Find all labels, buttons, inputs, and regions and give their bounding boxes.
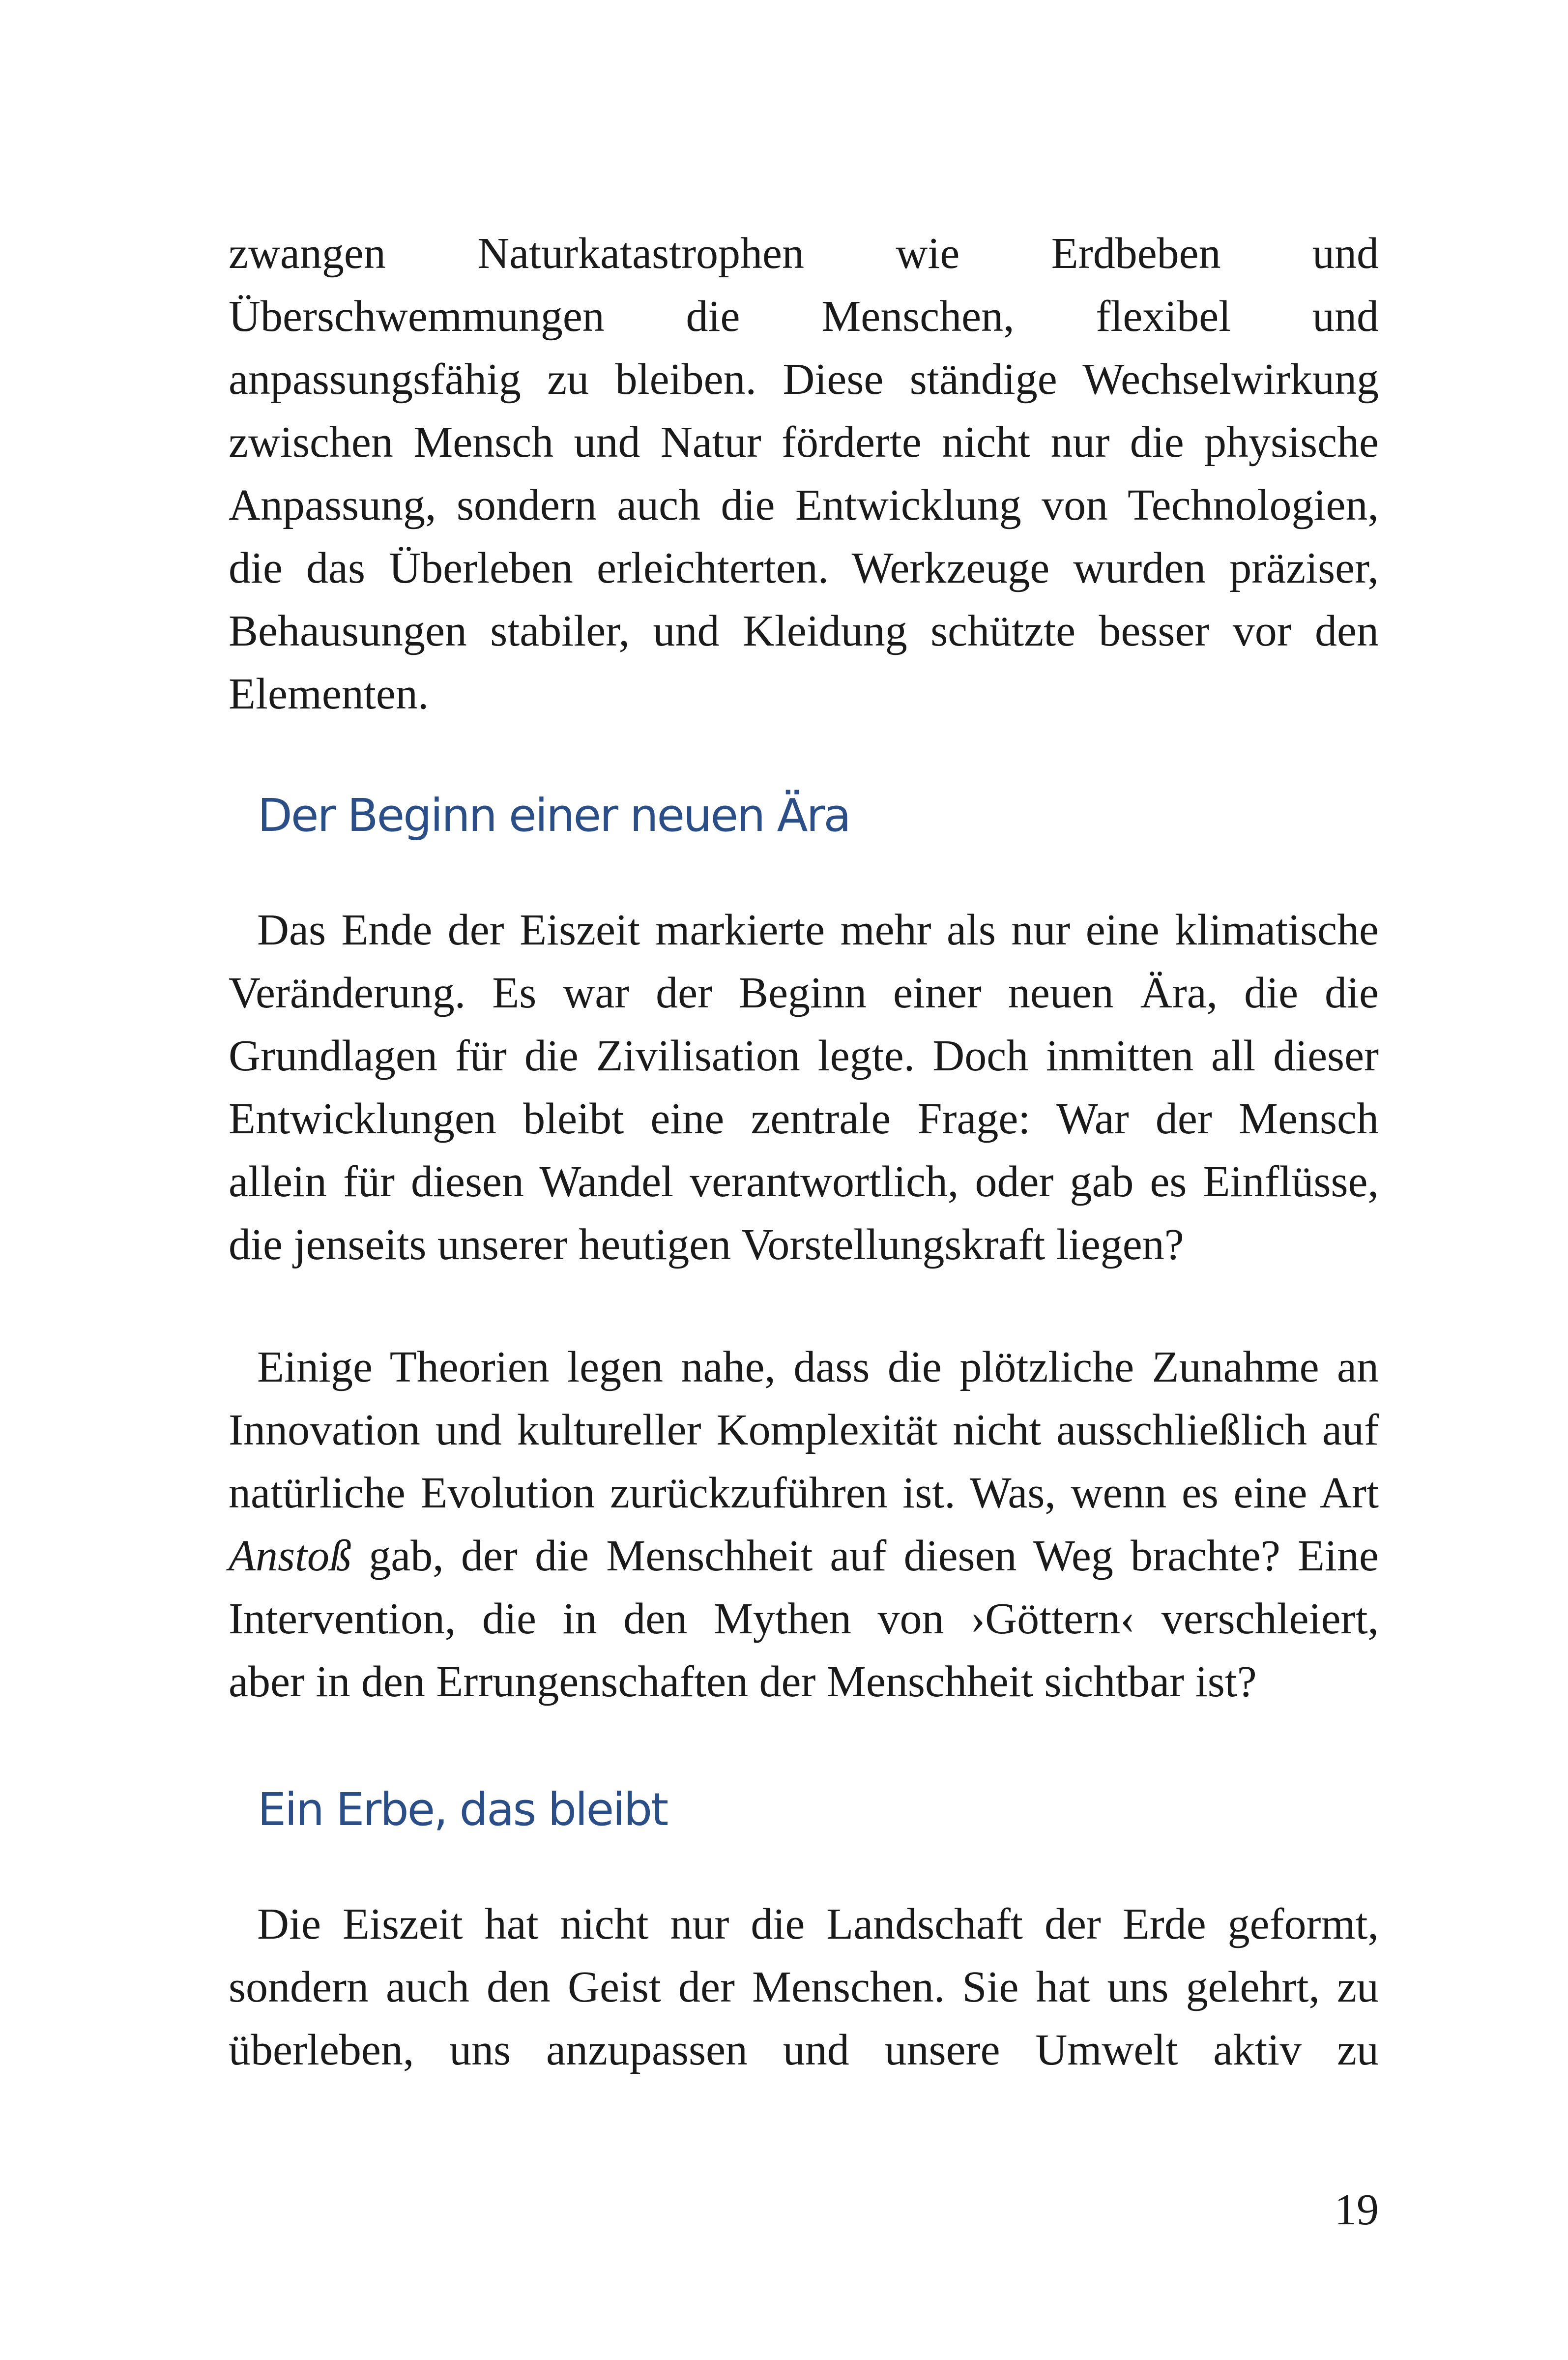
paragraph-1-line: Anpassung, sondern auch die Entwicklung von Technologien,: [229, 481, 1379, 530]
paragraph-2-line: Grundlagen für die Zivilisation legte. Doch inmitten all dieser: [229, 1032, 1379, 1080]
paragraph-1: [229, 222, 1379, 726]
paragraph-3-line: Intervention, die in den Mythen von ›Göttern‹ verschleiert,: [229, 1594, 1379, 1643]
paragraph-2-line: Entwicklungen bleibt eine zentrale Frage: War der Mensch: [229, 1094, 1379, 1143]
paragraph-1-line: die das Überleben erleichterten. Werkzeuge wurden präziser,: [229, 544, 1379, 592]
paragraph-1-line: zwischen Mensch und Natur förderte nicht nur die physische: [229, 418, 1379, 467]
section-heading: Ein Erbe, das bleibt: [258, 1783, 668, 1836]
paragraph-2-line: Das Ende der Eiszeit markierte mehr als nur eine klimatische: [257, 906, 1379, 954]
paragraph-1-line: Behausungen stabiler, und Kleidung schützte besser vor den: [229, 607, 1379, 655]
paragraph-2-line: Veränderung. Es war der Beginn einer neuen Ära, die die: [229, 969, 1379, 1017]
paragraph-4-line: sondern auch den Geist der Menschen. Sie hat uns gelehrt, zu: [229, 1963, 1379, 2011]
paragraph-2: [229, 899, 1379, 1276]
paragraph-4-line: Die Eiszeit hat nicht nur die Landschaft der Erde geformt,: [257, 1900, 1379, 1948]
section-heading: Der Beginn einer neuen Ära: [258, 789, 850, 842]
paragraph-3: [229, 1336, 1379, 1713]
paragraph-4-line: überleben, uns anzupassen und unsere Umwelt aktiv zu: [229, 2026, 1379, 2074]
paragraph-1-line: zwangen Naturkatastrophen wie Erdbeben und: [229, 229, 1379, 278]
paragraph-3-line: Einige Theorien legen nahe, dass die plötzliche Zunahme an: [257, 1343, 1379, 1391]
paragraph-3-line: Innovation und kultureller Komplexität nicht ausschließlich auf: [229, 1406, 1379, 1454]
paragraph-2-line: allein für diesen Wandel verantwortlich, oder gab es Einflüsse,: [229, 1157, 1379, 1206]
paragraph-2-line: die jenseits unserer heutigen Vorstellungskraft liegen?: [229, 1220, 1184, 1269]
paragraph-1-line: Elementen.: [229, 670, 429, 718]
paragraph-3-line-text: gab, der die Menschheit auf diesen Weg brachte? Eine: [351, 1532, 1379, 1580]
emphasized-word: Anstoß: [229, 1532, 352, 1580]
paragraph-3-line: aber in den Errungenschaften der Menschheit sichtbar ist?: [229, 1657, 1257, 1706]
page-number: 19: [1335, 2185, 1379, 2234]
paragraph-1-line: anpassungsfähig zu bleiben. Diese ständige Wechselwirkung: [229, 355, 1379, 404]
paragraph-3-line: natürliche Evolution zurückzuführen ist. Was, wenn es eine Art: [229, 1469, 1379, 1517]
paragraph-4: [229, 1893, 1379, 2082]
paragraph-3-line: [229, 1525, 1379, 1588]
paragraph-1-line: Überschwemmungen die Menschen, flexibel und: [229, 292, 1379, 341]
